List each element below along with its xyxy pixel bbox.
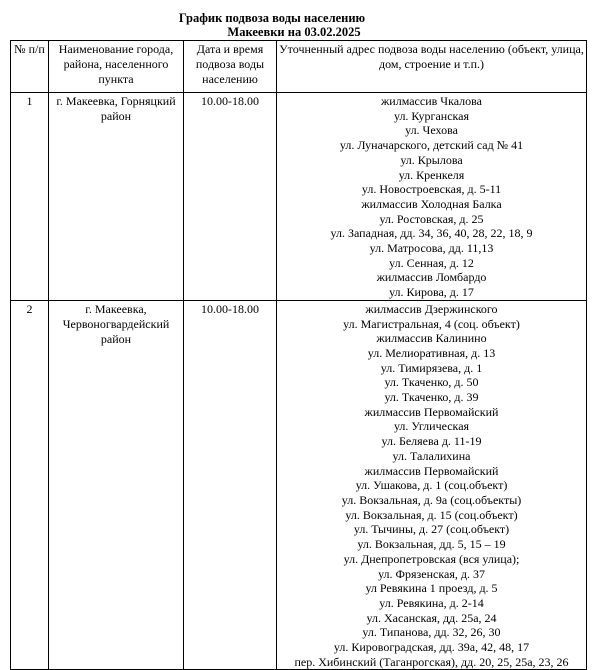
address-line: ул. Ткаченко, д. 50 — [384, 375, 479, 390]
row-addresses — [277, 300, 587, 670]
address-line: ул. Сенная, д. 12 — [389, 255, 474, 270]
address-line: ул. Ревякина, д. 2-14 — [379, 595, 484, 610]
address-line: ул. Чехова — [405, 123, 458, 138]
address-line: жилмассив Ломбардо — [376, 270, 487, 285]
address-line: жилмассив Первомайский — [364, 404, 499, 419]
address-line: ул. Углическая — [393, 419, 470, 434]
address-line: ул. Луначарского, детский сад № 41 — [339, 138, 524, 153]
address-line: ул. Днепропетровская (вся улица); — [343, 551, 520, 566]
address-line: жилмассив Первомайский — [364, 463, 499, 478]
address-line: ул. Ушакова, д. 1 (соц.объект) — [355, 478, 508, 493]
row-place: г. Макеевка, Червоногвардейский район — [49, 300, 184, 670]
document-subtitle: Макеевки на 03.02.2025 — [227, 25, 361, 39]
address-line: ул. Мелиоративная, д. 13 — [367, 345, 496, 360]
row-addresses — [277, 93, 587, 301]
header-address: Уточненный адрес подвоза воды населению (объект, улица, дом, строение и т.п.) — [277, 41, 587, 93]
address-line: ул. Типанова, дд. 32, 26, 30 — [362, 625, 501, 640]
address-line: ул. Талалихина — [392, 448, 471, 463]
address-line: ул. Крылова — [400, 152, 463, 167]
address-line: ул. Ростовская, д. 25 — [379, 211, 484, 226]
address-line: ул. Тычины, д. 27 (соц.объект) — [353, 522, 510, 537]
address-line: ул. Западная, дд. 34, 36, 40, 28, 22, 18, 9 — [330, 226, 533, 241]
address-line: ул. Вокзальная, д. 9а (соц.объекты) — [341, 492, 522, 507]
address-line: пер. Хибинский (Таганрогская), дд. 20, 25, 25а, 23, 26 — [294, 654, 569, 669]
table-header-row — [11, 41, 587, 93]
address-line: ул. Хасанская, дд. 25а, 24 — [366, 610, 497, 625]
address-line: ул. Вокзальная, д. 15 (соц.объект) — [345, 507, 518, 522]
address-line: ул. Матросова, дд. 11,13 — [369, 241, 494, 256]
table-row — [11, 300, 587, 670]
address-line: ул. Кировоградская, дд. 39а, 42, 48, 17 — [333, 640, 530, 655]
row-time: 10.00-18.00 — [184, 300, 277, 670]
address-line: ул. Курганская — [393, 108, 470, 123]
address-line: ул. Вокзальная, дд. 5, 15 – 19 — [357, 537, 506, 552]
address-line: жилмассив Дзержинского — [365, 301, 498, 316]
header-place: Наименование города, района, населенного пункта — [49, 41, 184, 93]
address-line: ул. Новостроевская, д. 5-11 — [361, 182, 502, 197]
address-line: жилмассив Чкалова — [381, 94, 482, 108]
address-line: ул. Тимирязева, д. 1 — [380, 360, 483, 375]
row-place: г. Макеевка, Горняцкий район — [49, 93, 184, 301]
address-line: жилмассив Холодная Балка — [361, 196, 502, 211]
water-schedule-table — [10, 40, 587, 670]
address-line: ул. Кирова, д. 17 — [389, 285, 474, 300]
address-line: жилмассив Калинино — [376, 331, 487, 346]
address-line: ул. Магистральная, 4 (соц. объект) — [343, 316, 520, 331]
row-num: 1 — [11, 93, 49, 301]
header-time: Дата и время подвоза воды населению — [184, 41, 277, 93]
table-row — [11, 93, 587, 301]
row-num: 2 — [11, 300, 49, 670]
row-time: 10.00-18.00 — [184, 93, 277, 301]
address-line: ул Ревякина 1 проезд, д. 5 — [365, 581, 498, 596]
address-line: ул. Беляева д. 11-19 — [381, 434, 482, 449]
address-line: ул. Фрязенская, д. 37 — [378, 566, 485, 581]
document-title: График подвоза воды населению — [178, 11, 366, 25]
header-num: № п/п — [11, 41, 49, 93]
address-line: ул. Кренкеля — [398, 167, 465, 182]
address-line: ул. Ткаченко, д. 39 — [384, 390, 479, 405]
